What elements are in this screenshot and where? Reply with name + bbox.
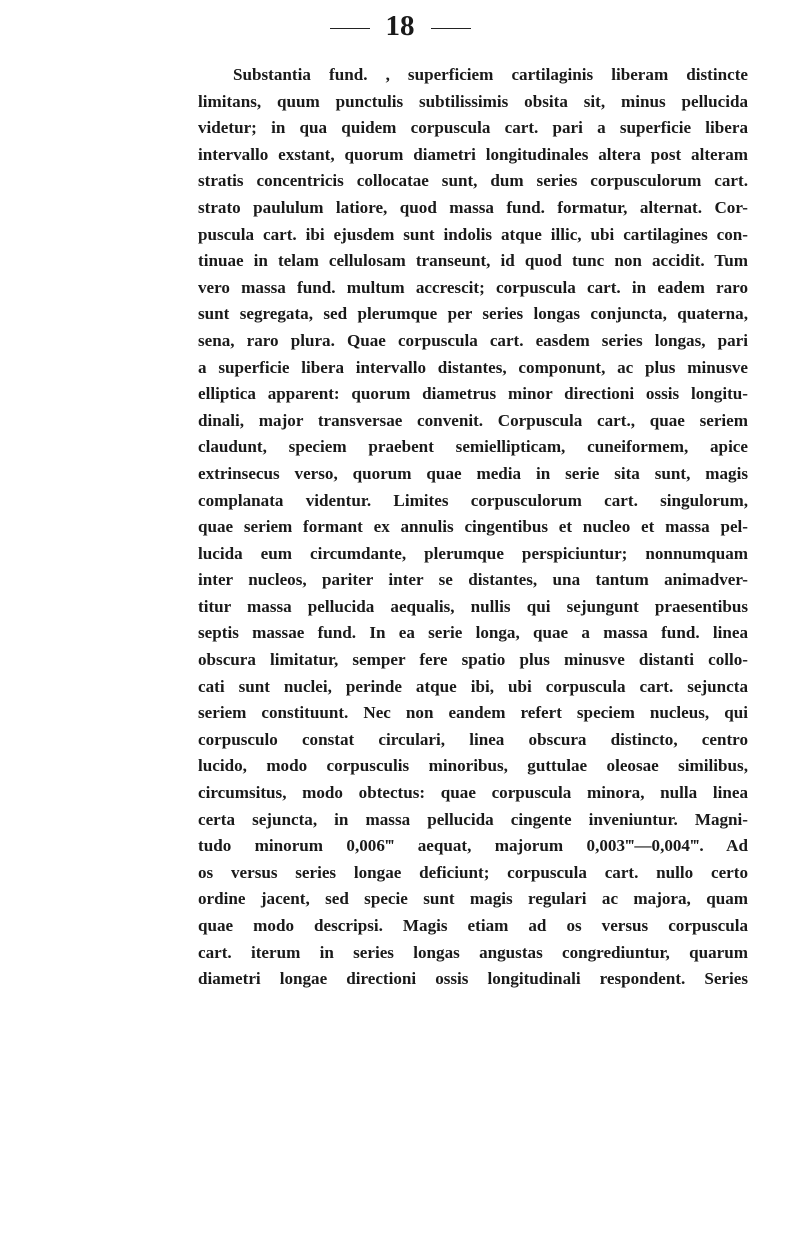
text-line: ordine jacent, sed specie sunt magis regulari ac majora, quam (198, 889, 748, 909)
text-line: stratis concentricis collocatae sunt, dum series corpusculorum cart. (198, 171, 748, 191)
text-line: claudunt, speciem praebent semiellipticam, cuneiformem, apice (198, 437, 748, 457)
text-line: seriem constituunt. Nec non eandem refert speciem nucleus, qui (198, 703, 748, 723)
text-line: puscula cart. ibi ejusdem sunt indolis atque illic, ubi cartilagines con- (198, 224, 748, 244)
text-line: cart. iterum in series longas angustas congrediuntur, quarum (198, 942, 748, 962)
text-line: os versus series longae deficiunt; corpuscula cart. nullo certo (198, 862, 748, 882)
text-line: a superficie libera intervallo distantes, componunt, ac plus minusve (198, 357, 748, 377)
text-line: complanata videntur. Limites corpusculorum cart. singulorum, (198, 490, 748, 510)
text-line: vero massa fund. multum accrescit; corpuscula cart. in eadem raro (198, 277, 748, 297)
text-line: videtur; in qua quidem corpuscula cart. pari a superficie libera (198, 118, 748, 138)
header-rule-right (431, 28, 471, 29)
text-line: tinuae in telam cellulosam transeunt, id quod tunc non accidit. Tum (198, 251, 748, 271)
text-line: quae seriem formant ex annulis cingentibus et nucleo et massa pel- (198, 517, 748, 537)
text-line: extrinsecus verso, quorum quae media in serie sita sunt, magis (198, 463, 748, 483)
text-line: titur massa pellucida aequalis, nullis qui sejungunt praesentibus (198, 596, 748, 616)
text-line: dinali, major transversae convenit. Corpuscula cart., quae seriem (198, 410, 748, 430)
text-line: intervallo exstant, quorum diametri longitudinales altera post alteram (198, 144, 748, 164)
text-line: lucida eum circumdante, plerumque perspiciuntur; nonnumquam (198, 543, 748, 563)
text-line: sena, raro plura. Quae corpuscula cart. easdem series longas, pari (198, 330, 748, 350)
text-line: certa sejuncta, in massa pellucida cingente inveniuntur. Magni- (198, 809, 748, 829)
text-line: lucido, modo corpusculis minoribus, guttulae oleosae similibus, (198, 756, 748, 776)
text-line: strato paululum latiore, quod massa fund. formatur, alternat. Cor- (198, 197, 748, 217)
page-number: 18 (385, 9, 415, 42)
text-line: tudo minorum 0,006‴ aequat, majorum 0,003‴—0,004‴. Ad (198, 836, 748, 856)
text-line: elliptica apparent: quorum diametrus minor directioni ossis longitu- (198, 384, 748, 404)
text-line: sunt segregata, sed plerumque per series longas conjuncta, quaterna, (198, 304, 748, 324)
text-line: septis massae fund. In ea serie longa, quae a massa fund. linea (198, 623, 748, 643)
text-line: inter nucleos, pariter inter se distantes, una tantum animadver- (198, 570, 748, 590)
text-line: quae modo descripsi. Magis etiam ad os versus corpuscula (198, 916, 748, 935)
body-paragraph (198, 62, 748, 993)
text-line: obscura limitatur, semper fere spatio plus minusve distanti collo- (198, 650, 748, 670)
text-line: corpusculo constat circulari, linea obscura distincto, centro (198, 729, 748, 749)
text-line: limitans, quum punctulis subtilissimis obsita sit, minus pellucida (198, 91, 748, 111)
text-line: circumsitus, modo obtectus: quae corpuscula minora, nulla linea (198, 783, 748, 803)
page-header (0, 6, 800, 46)
text-line: cati sunt nuclei, perinde atque ibi, ubi corpuscula cart. sejuncta (198, 676, 748, 696)
text-line: diametri longae directioni ossis longitudinali respondent. Series (198, 969, 748, 989)
text-line: Substantia fund. , superficiem cartilaginis liberam distincte (233, 65, 748, 84)
header-rule-left (330, 28, 370, 29)
